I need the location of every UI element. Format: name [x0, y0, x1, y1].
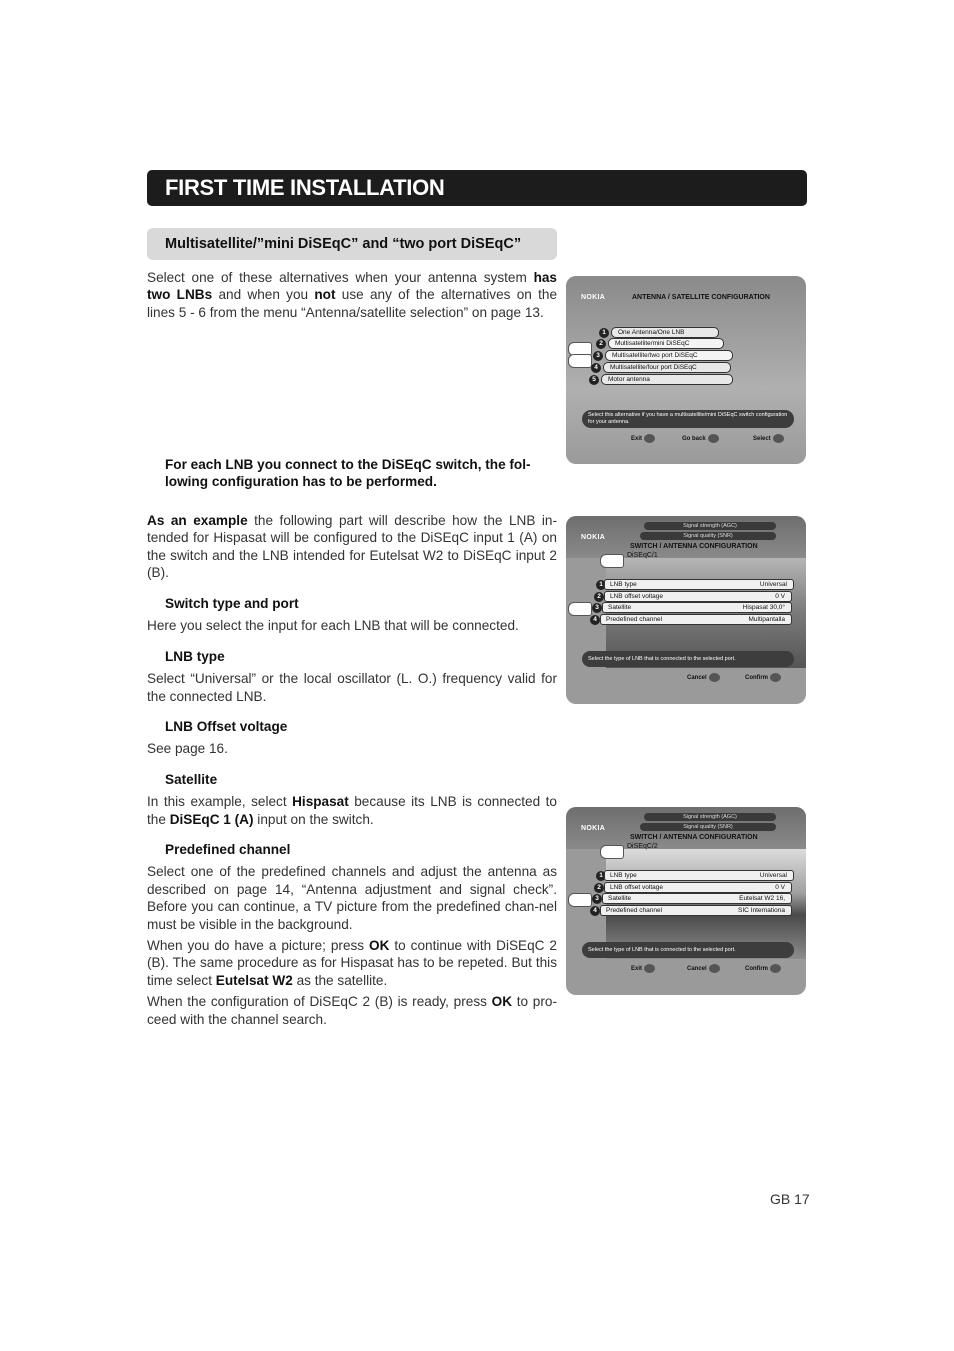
lnb-offset-row[interactable]: LNB offset voltage 0 V — [604, 882, 792, 893]
cancel-button[interactable]: Cancel — [687, 673, 720, 682]
pointer-hand-icon — [600, 845, 624, 859]
info-bar: Select this alternative if you have a multisatellite/mini DiSEqC switch configuration for your antenna. — [582, 410, 794, 428]
switch-text: Here you select the input for each LNB that will be connected. — [147, 618, 519, 634]
menu-number: 2 — [596, 339, 606, 349]
lnb-offset-heading: LNB Offset voltage — [165, 719, 288, 734]
info-bar: Select the type of LNB that is connected to the selected port. — [582, 651, 794, 667]
menu-number: 5 — [589, 375, 599, 385]
signal-strength-bar: Signal strength (AGC) — [644, 813, 776, 821]
go-back-button[interactable]: Go back — [682, 434, 719, 443]
section-header — [147, 228, 557, 260]
nokia-logo: NOKIA — [581, 534, 606, 541]
menu-item[interactable]: Multisatellite/two port DiSEqC — [605, 350, 733, 361]
row-number: 2 — [594, 883, 604, 893]
switch-heading: Switch type and port — [165, 596, 299, 611]
row-number: 2 — [594, 592, 604, 602]
satellite-text: In this example, select Hispasat because its LNB is connected to the DiSEqC 1 (A) input on the switch. — [147, 794, 557, 827]
lnb-type-heading: LNB type — [165, 649, 225, 664]
row-number: 3 — [592, 894, 602, 904]
screenshot-diseqc1 — [566, 516, 806, 704]
row-number: 1 — [596, 871, 606, 881]
example-paragraph: As an example the following part will describe how the LNB in-tended for Hispasat will be configured to the DiSEqC input 1 (A) on the switch and the LNB intended for Eutelsat W2 to DiSEqC input 2 (B). — [147, 513, 558, 581]
info-bar: Select the type of LNB that is connected to the selected port. — [582, 942, 794, 958]
lnb-type-row[interactable]: LNB type Universal — [604, 579, 794, 590]
screen1-title: ANTENNA / SATELLITE CONFIGURATION — [632, 294, 770, 301]
signal-strength-bar: Signal strength (AGC) — [644, 522, 776, 530]
pointer-hand-icon — [568, 354, 592, 368]
satellite-row[interactable]: Satellite Hispasat 30,0° — [602, 602, 792, 613]
row-number: 4 — [590, 906, 600, 916]
cancel-button[interactable]: Cancel — [687, 964, 720, 973]
pointer-hand-icon — [568, 893, 592, 907]
signal-quality-bar: Signal quality (SNR) — [640, 532, 776, 540]
intro-paragraph: Select one of these alternatives when your antenna system has two LNBs and when you not use any of the alternatives on the lines 5 - 6 from the menu “Antenna/satellite selection” on page 13. — [147, 270, 558, 320]
satellite-heading: Satellite — [165, 772, 218, 787]
nokia-logo: NOKIA — [581, 294, 606, 301]
switch-section — [147, 595, 557, 635]
page-number: GB 17 — [770, 1191, 810, 1207]
exit-button[interactable]: Exit — [631, 434, 655, 443]
menu-item[interactable]: Multisatellite/mini DiSEqC — [608, 338, 724, 349]
menu-item[interactable]: Motor antenna — [601, 374, 733, 385]
menu-number: 1 — [599, 328, 609, 338]
configuration-note: For each LNB you connect to the DiSEqC switch, the fol-lowing configuration has to be performed. — [165, 457, 531, 490]
lnb-offset-section — [147, 718, 557, 758]
lnb-offset-row[interactable]: LNB offset voltage 0 V — [604, 591, 792, 602]
lnb-type-section — [147, 648, 557, 705]
confirm-button[interactable]: Confirm — [745, 673, 781, 682]
menu-item[interactable]: One Antenna/One LNB — [611, 327, 719, 338]
predefined-text-1: Select one of the predefined channels and adjust the antenna as described on page 14, “Antenna adjustment and signal check”. Before you can continue, a TV picture from the predefined chan-nel must be visible in the background. — [147, 864, 557, 932]
screen2-subtitle: DiSEqC/1 — [627, 552, 658, 559]
pointer-hand-icon — [600, 554, 624, 568]
menu-item[interactable]: Multisatellite/four port DiSEqC — [603, 362, 731, 373]
screen2-title: SWITCH / ANTENNA CONFIGURATION — [630, 543, 758, 550]
row-number: 1 — [596, 580, 606, 590]
satellite-section — [147, 771, 557, 828]
screen3-subtitle: DiSEqC/2 — [627, 843, 658, 850]
screen3-title: SWITCH / ANTENNA CONFIGURATION — [630, 834, 758, 841]
predefined-channel-row[interactable]: Predefined channel Multipantalla — [600, 614, 792, 625]
row-number: 3 — [592, 603, 602, 613]
section-title: Multisatellite/”mini DiSEqC” and “two port DiSEqC” — [165, 236, 522, 252]
chapter-title: FIRST TIME INSTALLATION — [165, 175, 445, 200]
lnb-type-text: Select “Universal” or the local oscillator (L. O.) frequency valid for the connected LNB. — [147, 671, 557, 704]
select-button[interactable]: Select — [753, 434, 784, 443]
nokia-logo: NOKIA — [581, 825, 606, 832]
signal-quality-bar: Signal quality (SNR) — [640, 823, 776, 831]
predefined-text-2: When you do have a picture; press OK to continue with DiSEqC 2 (B). The same procedure as for Hispasat has to be repeted. But this time select Eutelsat W2 as the satellite. — [147, 938, 557, 988]
menu-number: 4 — [591, 363, 601, 373]
screenshot-diseqc2 — [566, 807, 806, 995]
exit-button[interactable]: Exit — [631, 964, 655, 973]
predefined-heading: Predefined channel — [165, 842, 291, 857]
chapter-header — [147, 170, 807, 206]
predefined-text-3: When the configuration of DiSEqC 2 (B) is ready, press OK to pro-ceed with the channel search. — [147, 994, 557, 1027]
menu-number: 3 — [593, 351, 603, 361]
confirm-button[interactable]: Confirm — [745, 964, 781, 973]
predefined-channel-row[interactable]: Predefined channel SIC Internationa — [600, 905, 792, 916]
lnb-offset-text: See page 16. — [147, 741, 228, 757]
screenshot-antenna-config — [566, 276, 806, 464]
predefined-section — [147, 841, 557, 1028]
satellite-row[interactable]: Satellite Eutelsat W2 16, — [602, 893, 792, 904]
row-number: 4 — [590, 615, 600, 625]
pointer-hand-icon — [568, 602, 592, 616]
lnb-type-row[interactable]: LNB type Universal — [604, 870, 794, 881]
